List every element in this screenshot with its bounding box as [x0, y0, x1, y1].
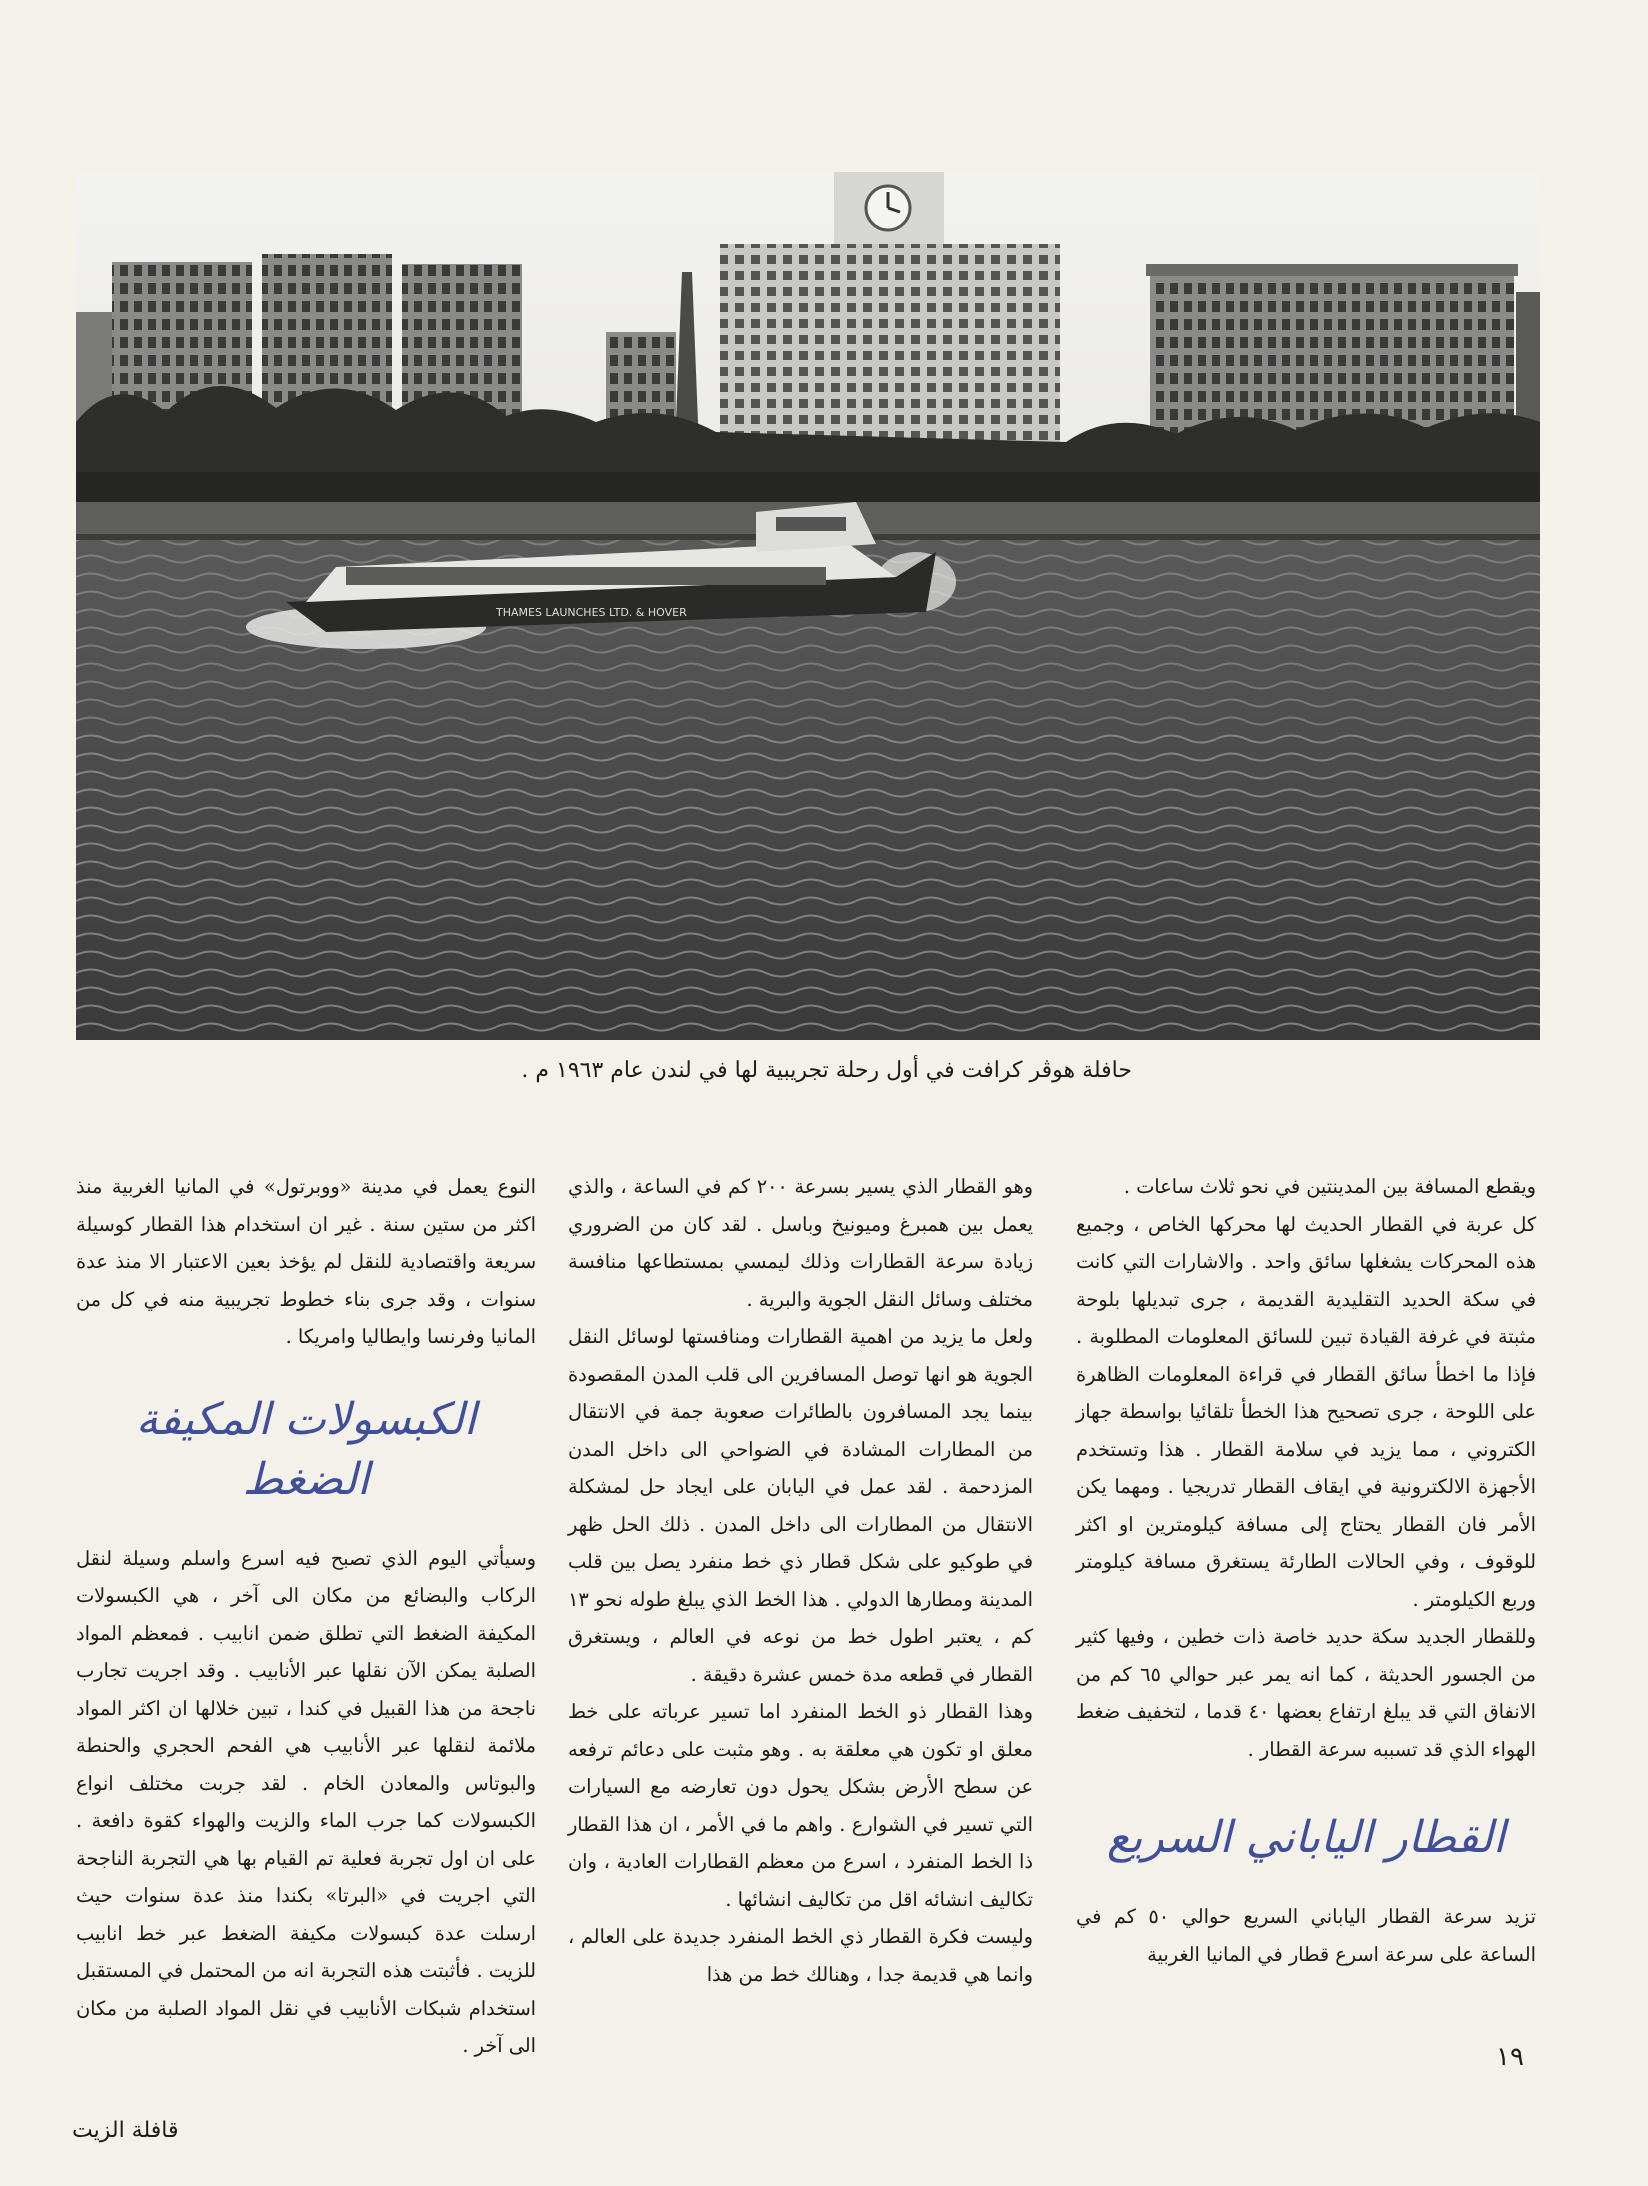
- paragraph: ويقطع المسافة بين المدينتين في نحو ثلاث ساعات .: [1123, 1175, 1536, 1198]
- paragraph: وهو القطار الذي يسير بسرعة ٢٠٠ كم في الساعة ، والذي يعمل بين همبرغ وميونيخ وباسل . لقد كان من الضروري زيادة سرعة القطارات وذلك ليمسي بمستطاعها منافسة مختلف وسائل النقل الجوية والبرية .: [568, 1175, 1033, 1311]
- paragraph: ولعل ما يزيد من اهمية القطارات ومنافستها لوسائل النقل الجوية هو انها توصل المسافرين الى قلب المدن المقصودة بينما يجد المسافرون بالطائرات صعوبة جمة في الانتقال من المطارات المشادة في الضواحي الى داخل المدن المزدحمة . لقد عمل في اليابان على ايجاد حل لمشكلة الانتقال من المطارات الى داخل المدن . ذلك الحل ظهر في طوكيو على شكل قطار ذي خط منفرد يصل بين قلب المدينة ومطارها الدولي . هذا الخط الذي يبلغ طوله نحو ١٣ كم ، يعتبر اطول خط من نوعه في العالم ، ويستغرق القطار في قطعه مدة خمس عشرة دقيقة .: [568, 1325, 1033, 1686]
- hovercraft-photo: [76, 172, 1540, 1040]
- hull-text: THAMES LAUNCHES LTD. & HOVER: [496, 606, 687, 619]
- magazine-name: قافلة الزيت: [72, 2118, 179, 2143]
- photo-caption: حافلة هوڤر كرافت في أول رحلة تجريبية لها في لندن عام ١٩٦٣ م .: [521, 1058, 1132, 1083]
- column-left: [76, 1168, 536, 2065]
- column-middle: [568, 1168, 1033, 1993]
- paragraph: وللقطار الجديد سكة حديد خاصة ذات خطين ، وفيها كثير من الجسور الحديثة ، كما انه يمر عبر حوالي ٦٥ كم من الانفاق التي قد يبلغ ارتفاع بعضها ٤٠ قدما ، لتخفيف ضغط الهواء الذي قد تسببه سرعة القطار .: [1076, 1625, 1536, 1761]
- section-heading-pressurized-capsules: الكبسولات المكيفة الضغط: [135, 1393, 477, 1505]
- hovercraft-photo-drawing: [76, 172, 1540, 1040]
- paragraph: وسيأتي اليوم الذي تصبح فيه اسرع واسلم وسيلة لنقل الركاب والبضائع من مكان الى آخر ، هي الكبسولات المكيفة الضغط التي تطلق ضمن انابيب . فمعظم المواد الصلبة يمكن الآن نقلها عبر الأنابيب . وقد اجريت تجارب ناجحة من هذا القبيل في كندا ، تبين خلالها ان اكثر المواد ملائمة لنقلها عبر الأنابيب هي الفحم الحجري والحنطة والبوتاس والمعادن الخام . لقد جربت مختلف انواع الكبسولات كما جرب الماء والزيت والهواء كقوة دافعة . على ان اول تجربة فعلية تم القيام بها هي التجربة الناجحة التي اجريت في «البرتا» بكندا منذ عدة سنوات حيث ارسلت عدة كبسولات مكيفة الضغط عبر خط انابيب للزيت . فأثبتت هذه التجربة انه من المحتمل في المستقبل استخدام شبكات الأنابيب في نقل المواد الصلبة من مكان الى آخر .: [76, 1546, 536, 2057]
- section-heading-japanese-train: القطار الياباني السريع: [1106, 1812, 1506, 1863]
- paragraph: وليست فكرة القطار ذي الخط المنفرد جديدة على العالم ، وانما هي قديمة جدا ، وهنالك خط من هذا: [568, 1925, 1033, 1986]
- paragraph: وهذا القطار ذو الخط المنفرد اما تسير عرباته على خط معلق او تكون هي معلقة به . وهو مثبت على دعائم ترفعه عن سطح الأرض بشكل يحول دون تعارضه مع السيارات التي تسير في الشوارع . واهم ما في الأمر ، ان هذا القطار ذا الخط المنفرد ، اسرع من معظم القطارات العادية ، وان تكاليف انشائه اقل من تكاليف انشائها .: [568, 1700, 1033, 1911]
- page-number: ١٩: [1496, 2042, 1524, 2072]
- paragraph: النوع يعمل في مدينة «ووبرتول» في المانيا الغربية منذ اكثر من ستين سنة . غير ان استخدام هذا القطار كوسيلة سريعة واقتصادية للنقل لم يؤخذ بعين الاعتبار الا منذ عدة سنوات ، وقد جرى بناء خطوط تجريبية منه في كل من المانيا وفرنسا وايطاليا وامريكا .: [76, 1175, 536, 1348]
- paragraph: تزيد سرعة القطار الياباني السريع حوالي ٥٠ كم في الساعة على سرعة اسرع قطار في المانيا الغربية: [1076, 1905, 1537, 1966]
- paragraph: كل عربة في القطار الحديث لها محركها الخاص ، وجميع هذه المحركات يشغلها سائق واحد . والاشارات التي كانت في سكة الحديد التقليدية القديمة ، جرى تبديلها بلوحة مثبتة في غرفة القيادة تبين للسائق المعلومات المطلوبة . فإذا ما اخطأ سائق القطار في قراءة المعلومات الظاهرة على اللوحة ، جرى تصحيح هذا الخطأ تلقائيا بواسطة جهاز الكتروني ، مما يزيد في سلامة القطار . هذا وتستخدم الأجهزة الالكترونية في ايقاف القطار تدريجيا . ومهما يكن الأمر فان القطار يحتاج إلى مسافة كيلومترين او اكثر للوقوف ، وفي الحالات الطارئة يستغرق مسافة كيلومتر وربع الكيلومتر .: [1076, 1212, 1536, 1611]
- column-right: [1076, 1168, 1536, 1973]
